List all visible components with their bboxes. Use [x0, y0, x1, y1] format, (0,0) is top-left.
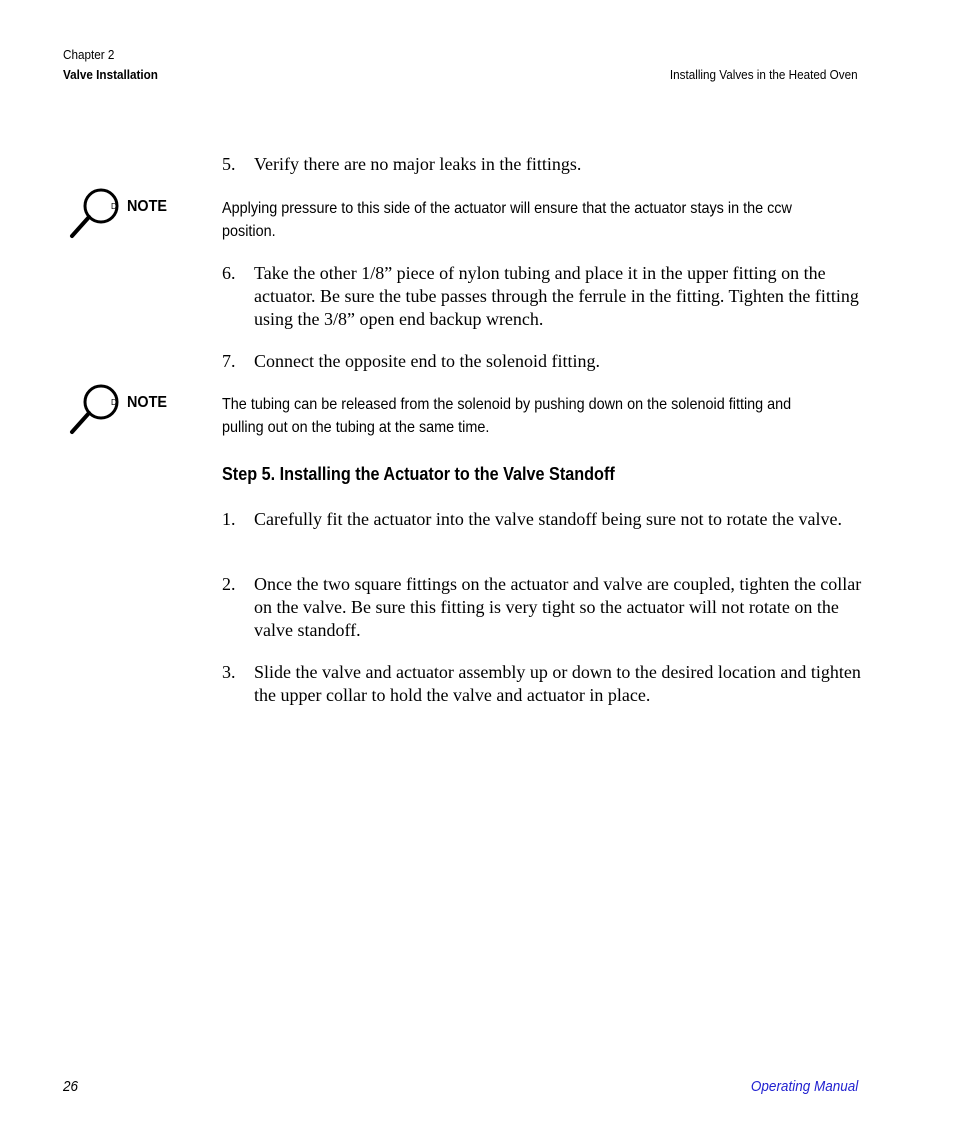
page-number: 26	[63, 1078, 79, 1095]
header-chapter: Chapter 2	[63, 47, 115, 62]
section-heading: Step 5. Installing the Actuator to the Valve Standoff	[222, 464, 615, 484]
step-number: 6.	[222, 263, 236, 283]
step-text: Slide the valve and actuator assembly up or down to the desired location and tighten the upper collar to hold the valve and actuator in place.	[254, 662, 861, 705]
magnifier-icon	[68, 381, 124, 437]
header-section-title: Valve Installation	[63, 67, 158, 82]
magnifier-icon	[68, 185, 124, 241]
step-text: Once the two square fittings on the actuator and valve are coupled, tighten the collar on the valve. Be sure this fitting is very tight so the actuator will not rotate on the valve standoff.	[254, 574, 862, 640]
step-number: 7.	[222, 351, 236, 371]
magnifier-glyph: D	[111, 398, 117, 407]
step-text: Verify there are no major leaks in the fittings.	[254, 154, 582, 174]
magnifier-glyph: D	[111, 202, 117, 211]
note-label: NOTE	[127, 198, 168, 215]
note-text: The tubing can be released from the solenoid by pushing down on the solenoid fitting and pulling out on the tubing at the same time.	[222, 396, 792, 436]
header-topic: Installing Valves in the Heated Oven	[670, 67, 858, 82]
note-text: Applying pressure to this side of the actuator will ensure that the actuator stays in the ccw position.	[222, 200, 792, 240]
list-item-step-5	[222, 153, 862, 176]
step-number: 3.	[222, 662, 236, 682]
manual-title-link[interactable]: Operating Manual	[750, 1078, 858, 1095]
step-number: 1.	[222, 509, 236, 529]
step-number: 2.	[222, 574, 236, 594]
list-item-step-6	[222, 262, 862, 331]
step-text: Carefully fit the actuator into the valve standoff being sure not to rotate the valve.	[254, 509, 842, 529]
step-number: 5.	[222, 154, 236, 174]
list-item-step-1	[222, 508, 862, 531]
list-item-step-2	[222, 573, 862, 642]
step-text: Connect the opposite end to the solenoid fitting.	[254, 351, 600, 371]
note-label: NOTE	[127, 394, 168, 411]
list-item-step-7	[222, 350, 862, 373]
list-item-step-3	[222, 661, 862, 707]
step-text: Take the other 1/8” piece of nylon tubing and place it in the upper fitting on the actuator. Be sure the tube passes through the ferrule in the fitting. Tighten the fitting using the 3/8” open end backup wrench.	[254, 263, 859, 329]
